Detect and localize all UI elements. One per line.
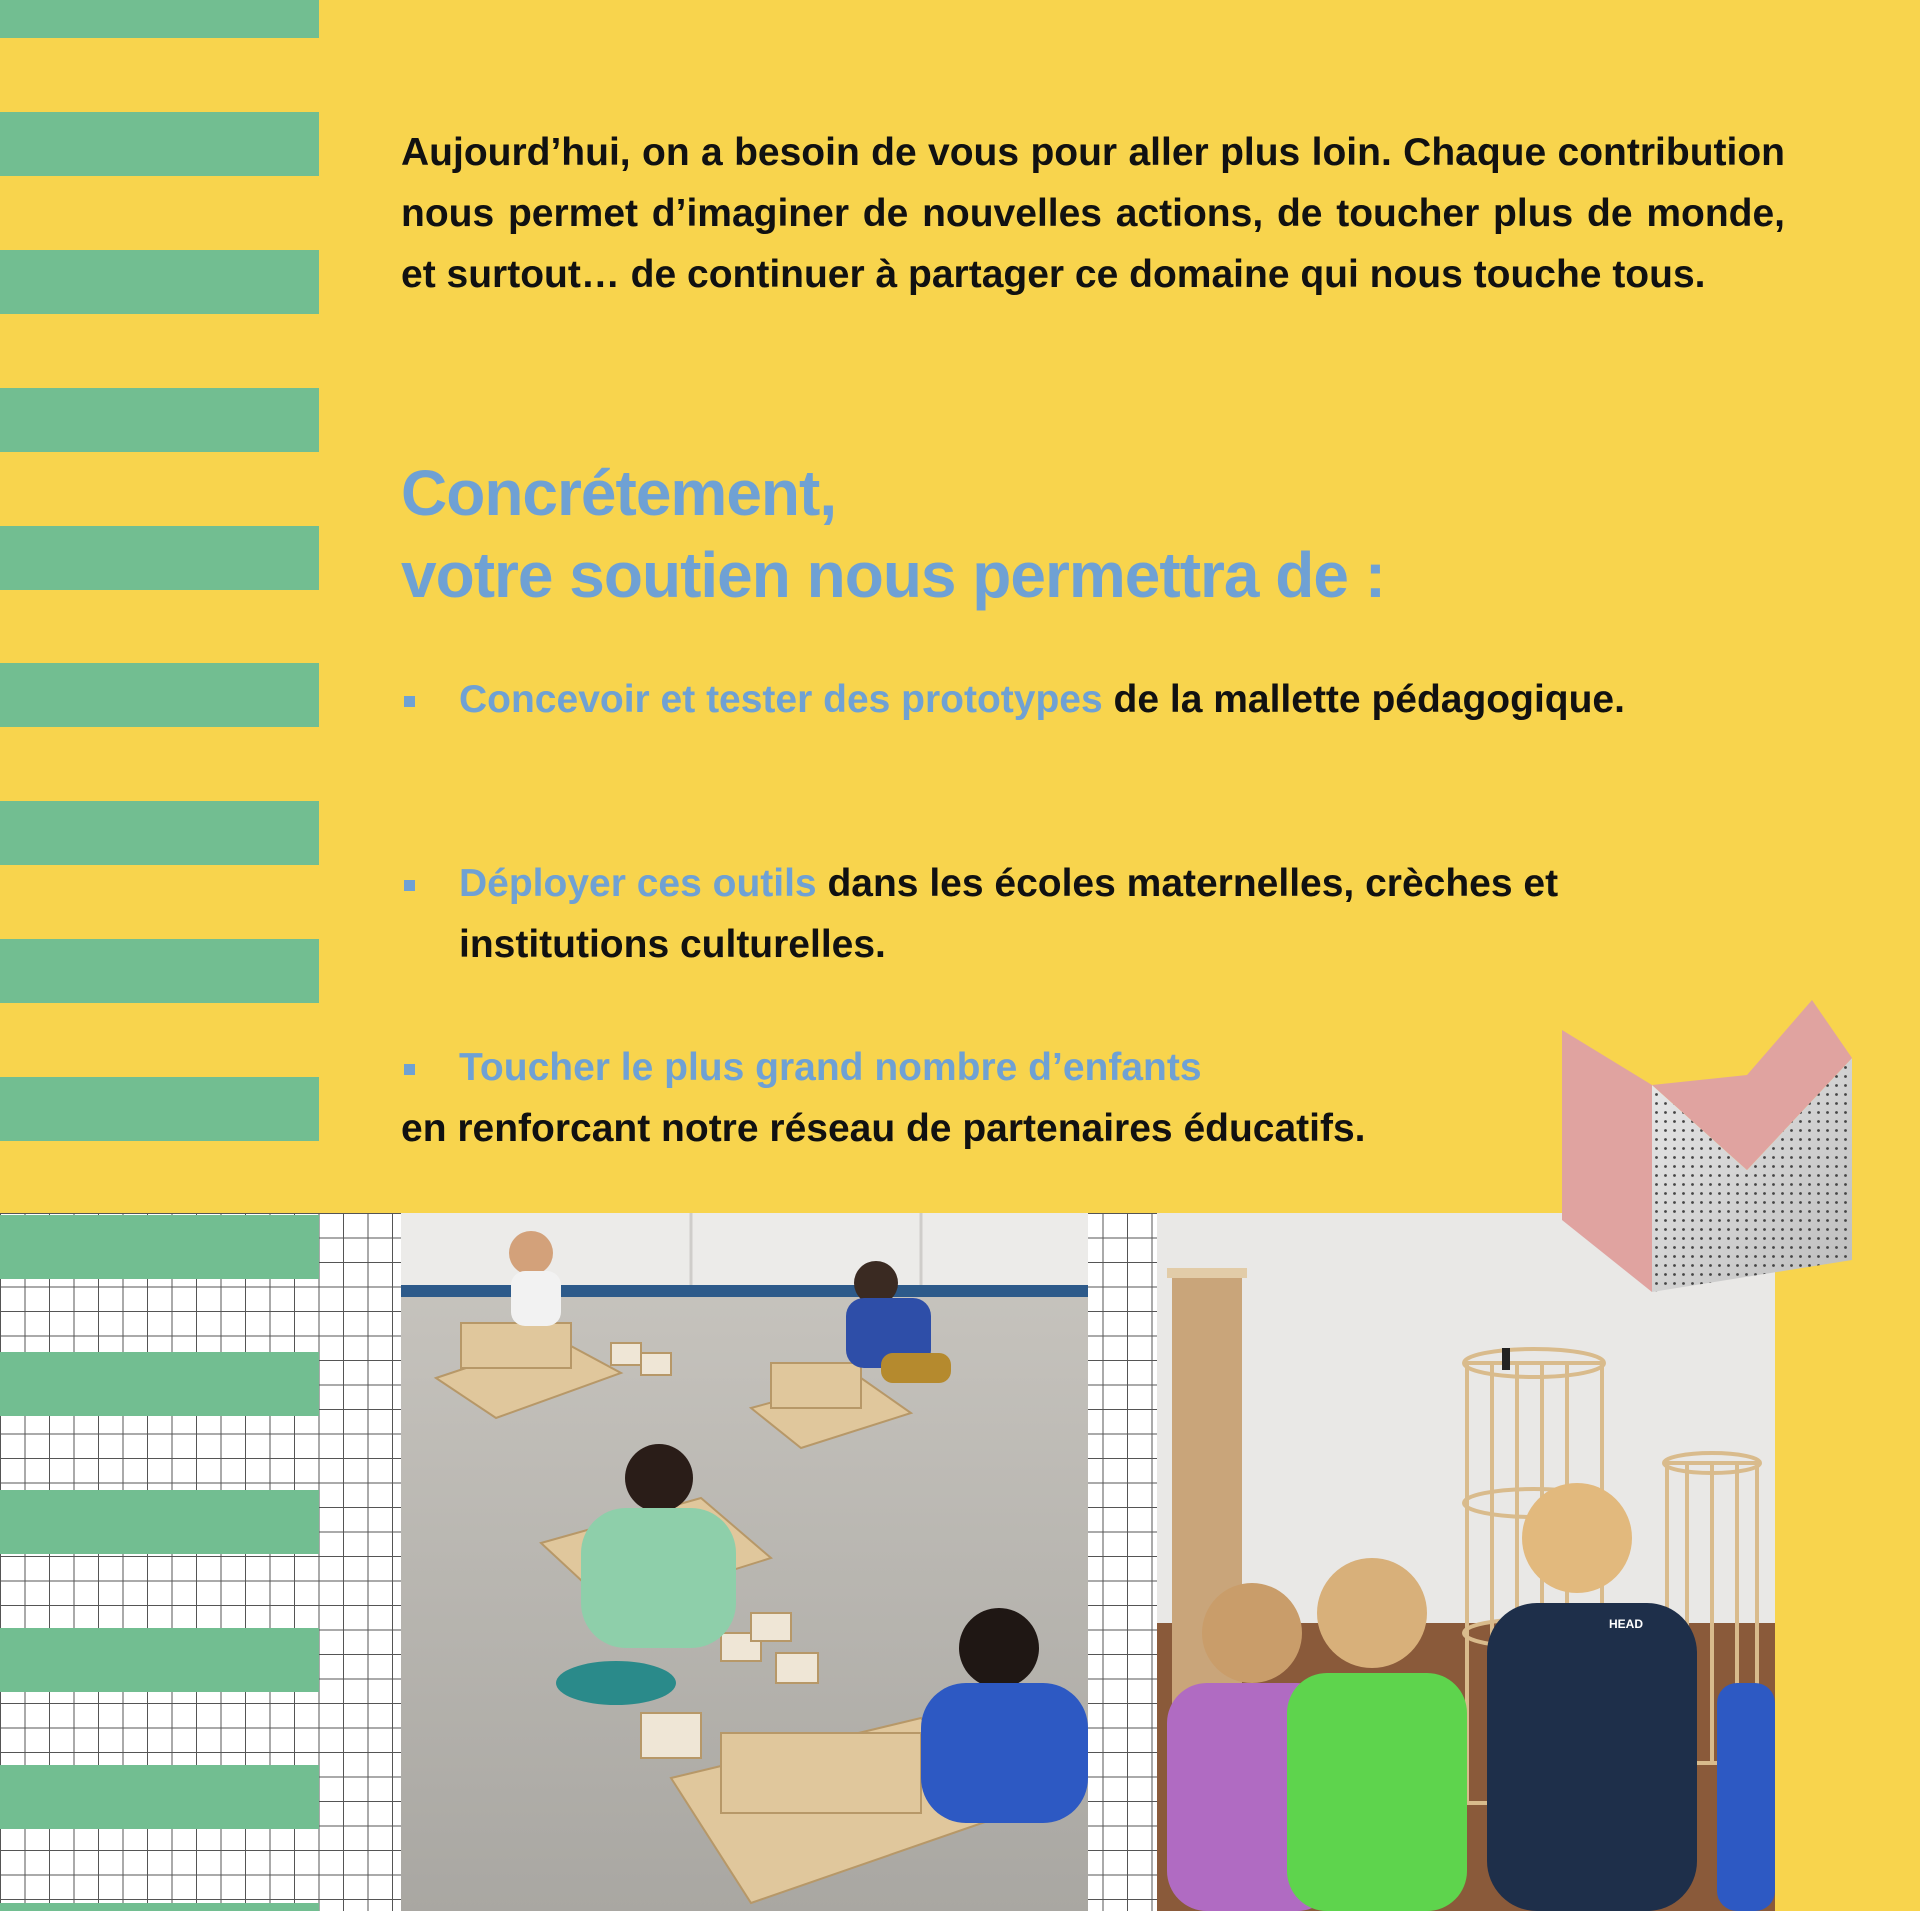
- folded-shape-decoration: [1562, 1000, 1852, 1292]
- heading-line-2: votre soutien nous permettra de :: [401, 539, 1386, 611]
- bullet-rest: en renforcant notre réseau de partenaires éducatifs.: [401, 1107, 1366, 1150]
- stripe: [0, 1903, 319, 1911]
- stripe: [0, 1628, 319, 1692]
- bullet-highlight: Concevoir et tester des prototypes: [459, 678, 1103, 721]
- intro-paragraph: Aujourd’hui, on a besoin de vous pour aller plus loin. Chaque contribution nous permet d’imaginer de nouvelles actions, de toucher plus de monde, et surtout… de continuer à partager ce domaine qui nous touche tous.: [401, 131, 1785, 296]
- children-building-wooden-models-photo: [401, 1213, 1088, 1911]
- shirt-logo-text: HEAD: [1609, 1617, 1644, 1631]
- heading-line-1: Concrétement,: [401, 457, 837, 529]
- square-bullet-icon: [404, 880, 415, 891]
- bullet-highlight: Toucher le plus grand nombre d’enfants: [459, 1046, 1202, 1089]
- bullet-text: [401, 669, 1781, 730]
- square-bullet-icon: [404, 1064, 415, 1075]
- stripe: [0, 388, 319, 452]
- stripe: [0, 801, 319, 865]
- bullet-highlight: Déployer ces outils: [459, 862, 817, 905]
- left-stripes: [0, 0, 319, 1911]
- stripe: [0, 1765, 319, 1829]
- bullet-rest: dans les écoles maternelles, crèches et institutions culturelles.: [459, 862, 1559, 966]
- stripe: [0, 0, 319, 38]
- stripe: [0, 939, 319, 1003]
- stripe: [0, 1077, 319, 1141]
- bullet-item-prototypes: [401, 669, 1781, 730]
- children-watching-tower-models-photo: [1157, 1213, 1775, 1911]
- bullet-text: [401, 853, 1781, 975]
- stripe: [0, 526, 319, 590]
- stripe: [0, 250, 319, 314]
- stripe: [0, 1215, 319, 1279]
- stripe: [0, 1352, 319, 1416]
- stripe: [0, 1490, 319, 1554]
- stripe: [0, 663, 319, 727]
- bullet-item-deploy: [401, 853, 1781, 975]
- bullet-rest: de la mallette pédagogique.: [1102, 678, 1625, 721]
- section-heading: [401, 452, 1701, 616]
- stripe: [0, 112, 319, 176]
- square-bullet-icon: [404, 696, 415, 707]
